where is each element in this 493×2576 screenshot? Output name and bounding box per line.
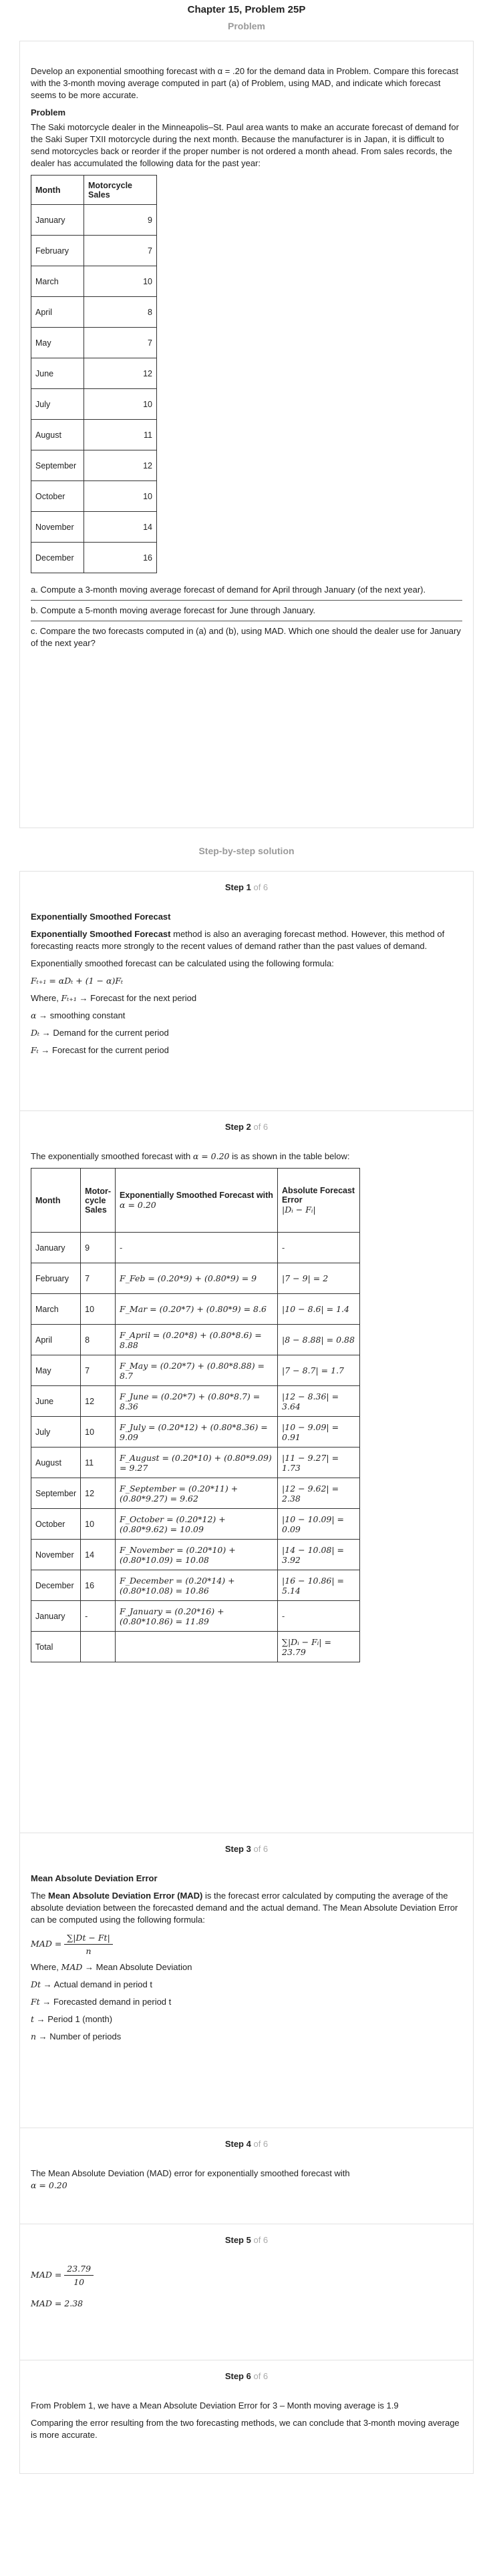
forecast-sales: - — [81, 1601, 116, 1632]
step-1-card — [19, 871, 474, 1111]
step-1-formula-intro: Exponentially smoothed forecast can be calculated using the following formula: — [31, 958, 334, 968]
forecast-header-sales: Motor-cycle Sales — [81, 1169, 116, 1233]
forecast-row — [31, 1263, 360, 1294]
forecast-month: December — [31, 1570, 81, 1601]
step-6-comparison: From Problem 1, we have a Mean Absolute Deviation Error for 3 – Month moving average is 1.9 — [31, 2400, 399, 2410]
def-demand: Dₜ → Demand for the current period — [31, 1028, 169, 1038]
sales-month: January — [31, 205, 84, 236]
forecast-error: |16 − 10.86| = 5.14 — [278, 1570, 360, 1601]
forecast-sales: 7 — [81, 1355, 116, 1386]
sales-month: March — [31, 266, 84, 297]
sales-month: May — [31, 328, 84, 358]
sales-row — [31, 543, 157, 573]
sales-month: April — [31, 297, 84, 328]
forecast-error: |11 − 9.27| = 1.73 — [278, 1447, 360, 1478]
forecast-sales: 12 — [81, 1386, 116, 1417]
forecast-calc: F_April = (0.20*8) + (0.80*8.6) = 8.88 — [116, 1325, 278, 1355]
forecast-sales: 10 — [81, 1509, 116, 1540]
forecast-calc: F_December = (0.20*14) + (0.80*10.08) = 10.86 — [116, 1570, 278, 1601]
forecast-error: |10 − 9.09| = 0.91 — [278, 1417, 360, 1447]
forecast-calc: F_January = (0.20*16) + (0.80*10.86) = 11.89 — [116, 1601, 278, 1632]
step-1-heading: Step 1 of 6 — [224, 882, 269, 892]
forecast-row — [31, 1601, 360, 1632]
forecast-sales — [81, 1632, 116, 1662]
sales-month: August — [31, 420, 84, 450]
step-6-card — [19, 2360, 474, 2474]
forecast-header-error: Absolute Forecast Error |Dᵢ − Fᵢ| — [278, 1169, 360, 1233]
step-2-intro: The exponentially smoothed forecast with α = 0.20 is as shown in the table below: — [31, 1151, 350, 1161]
step-3-heading: Step 3 of 6 — [224, 1844, 269, 1854]
forecast-month: May — [31, 1355, 81, 1386]
forecast-sales: 7 — [81, 1263, 116, 1294]
sales-value: 10 — [84, 389, 157, 420]
forecast-error: |14 − 10.08| = 3.92 — [278, 1540, 360, 1570]
forecast-sales: 11 — [81, 1447, 116, 1478]
sales-row — [31, 450, 157, 481]
forecast-sales: 9 — [81, 1233, 116, 1263]
forecast-calc: F_August = (0.20*10) + (0.80*9.09) = 9.27 — [116, 1447, 278, 1478]
sales-month: December — [31, 543, 84, 573]
sales-row — [31, 328, 157, 358]
forecast-row — [31, 1447, 360, 1478]
forecast-month: January — [31, 1601, 81, 1632]
forecast-sales: 14 — [81, 1540, 116, 1570]
step-1-paragraph: Exponentially Smoothed Forecast method is also an averaging forecast method. However, this method of forecasting reacts more strongly to the recent values of demand rather than the past values of demand. — [31, 929, 445, 951]
forecast-month: April — [31, 1325, 81, 1355]
sales-row — [31, 297, 157, 328]
mad-result: MAD = 2.38 — [31, 2298, 84, 2308]
forecast-calc: F_Feb = (0.20*9) + (0.80*9) = 9 — [116, 1263, 278, 1294]
step-2-heading: Step 2 of 6 — [224, 1122, 269, 1132]
forecast-row — [31, 1540, 360, 1570]
mad-def-t: t → Period 1 (month) — [31, 2014, 113, 2024]
forecast-calc: F_May = (0.20*7) + (0.80*8.88) = 8.7 — [116, 1355, 278, 1386]
smoothing-formula: Fₜ₊₁ = αDₜ + (1 − α)Fₜ — [31, 976, 124, 986]
forecast-month: Total — [31, 1632, 81, 1662]
step-2-card — [19, 1111, 474, 1833]
forecast-sales: 10 — [81, 1294, 116, 1325]
forecast-calc: - — [116, 1233, 278, 1263]
forecast-month: August — [31, 1447, 81, 1478]
forecast-error: - — [278, 1601, 360, 1632]
sales-value: 7 — [84, 236, 157, 266]
question-a: a. Compute a 3-month moving average forecast of demand for April through January (of the next year). — [31, 580, 462, 601]
sales-value: 8 — [84, 297, 157, 328]
forecast-month: July — [31, 1417, 81, 1447]
def-alpha: α → smoothing constant — [31, 1010, 126, 1020]
sales-table-header — [31, 176, 157, 205]
page-title: Chapter 15, Problem 25P — [187, 4, 306, 15]
sales-value: 12 — [84, 358, 157, 389]
forecast-row — [31, 1570, 360, 1601]
forecast-error: |8 − 8.88| = 0.88 — [278, 1325, 360, 1355]
solution-label: Step-by-step solution — [198, 846, 295, 856]
forecast-header-smoothed: Exponentially Smoothed Forecast with α = 0.20 — [116, 1169, 278, 1233]
forecast-table — [31, 1168, 360, 1662]
sales-row — [31, 205, 157, 236]
forecast-month: November — [31, 1540, 81, 1570]
forecast-row — [31, 1478, 360, 1509]
sales-month: September — [31, 450, 84, 481]
forecast-row — [31, 1294, 360, 1325]
step-5-card — [19, 2224, 474, 2360]
forecast-month: September — [31, 1478, 81, 1509]
forecast-error: ∑|Dᵢ − Fᵢ| = 23.79 — [278, 1632, 360, 1662]
sales-row — [31, 236, 157, 266]
forecast-month: October — [31, 1509, 81, 1540]
forecast-calc: F_June = (0.20*7) + (0.80*8.7) = 8.36 — [116, 1386, 278, 1417]
sales-row — [31, 420, 157, 450]
problem-intro: Develop an exponential smoothing forecast with α = .20 for the demand data in Problem. Compare this forecast with the 3-month moving average computed in part (a) of Problem, using MAD, and indicate which forecast seems to be more accurate. — [31, 66, 459, 100]
step-6-conclusion: Comparing the error resulting from the two forecasting methods, we can conclude that 3-month moving average is more accurate. — [31, 2418, 460, 2440]
sales-value: 10 — [84, 266, 157, 297]
sales-row — [31, 266, 157, 297]
step-4-heading: Step 4 of 6 — [224, 2139, 269, 2149]
problem-label: Problem — [227, 21, 265, 31]
sales-table — [31, 175, 157, 573]
forecast-error: |7 − 8.7| = 1.7 — [278, 1355, 360, 1386]
step-1-title: Exponentially Smoothed Forecast — [31, 912, 171, 922]
forecast-month: March — [31, 1294, 81, 1325]
forecast-error: |10 − 8.6| = 1.4 — [278, 1294, 360, 1325]
forecast-calc: F_July = (0.20*12) + (0.80*8.36) = 9.09 — [116, 1417, 278, 1447]
sales-value: 7 — [84, 328, 157, 358]
mad-formula: MAD = $\frac{\sum|Dt - Ft|}{n}$ — [31, 1933, 462, 1956]
step-3-card — [19, 1833, 474, 2128]
sales-month: July — [31, 389, 84, 420]
step-4-text: The Mean Absolute Deviation (MAD) error for exponentially smoothed forecast with α = 0.20 — [31, 2168, 350, 2190]
problem-subheading: Problem — [31, 107, 66, 117]
mad-def-dt: Dt → Actual demand in period t — [31, 1979, 152, 1989]
step-1-where: Where, Fₜ₊₁ → Forecast for the next period — [31, 993, 197, 1003]
sales-value: 11 — [84, 420, 157, 450]
sales-value: 12 — [84, 450, 157, 481]
forecast-header-month: Month — [31, 1169, 81, 1233]
forecast-sales: 10 — [81, 1417, 116, 1447]
sales-value: 10 — [84, 481, 157, 512]
forecast-error: |7 − 9| = 2 — [278, 1263, 360, 1294]
forecast-calc — [116, 1632, 278, 1662]
problem-description: The Saki motorcycle dealer in the Minneapolis–St. Paul area wants to make an accurate forecast of demand for the Saki Super TXII motorcycle during the next month. Because the manufacturer is in Japan, it is difficult to send motorcycles back or reorder if the proper number is not ordered a month ahead. From sales records, the dealer has accumulated the following data for the past year: — [31, 122, 459, 168]
forecast-calc: F_November = (0.20*10) + (0.80*10.09) = 10.08 — [116, 1540, 278, 1570]
sales-value: 14 — [84, 512, 157, 543]
sales-row — [31, 389, 157, 420]
forecast-month: June — [31, 1386, 81, 1417]
forecast-row — [31, 1509, 360, 1540]
page — [19, 0, 474, 2474]
sales-value: 16 — [84, 543, 157, 573]
forecast-calc: F_October = (0.20*12) + (0.80*9.62) = 10.09 — [116, 1509, 278, 1540]
forecast-row — [31, 1386, 360, 1417]
step-5-heading: Step 5 of 6 — [224, 2235, 269, 2245]
forecast-table-header — [31, 1169, 360, 1233]
forecast-calc: F_Mar = (0.20*7) + (0.80*9) = 8.6 — [116, 1294, 278, 1325]
question-b: b. Compute a 5-month moving average forecast for June through January. — [31, 601, 462, 621]
forecast-month: February — [31, 1263, 81, 1294]
step-4-card — [19, 2128, 474, 2224]
step-6-heading: Step 6 of 6 — [224, 2371, 269, 2381]
forecast-row — [31, 1233, 360, 1263]
forecast-error: |12 − 8.36| = 3.64 — [278, 1386, 360, 1417]
sales-header-month: Month — [31, 176, 84, 205]
mad-def-n: n → Number of periods — [31, 2031, 122, 2041]
step-3-title: Mean Absolute Deviation Error — [31, 1873, 158, 1883]
forecast-row — [31, 1325, 360, 1355]
forecast-sales: 12 — [81, 1478, 116, 1509]
mad-calculation: MAD = $\frac{23.79}{10}$ — [31, 2264, 462, 2287]
sales-row — [31, 512, 157, 543]
sales-row — [31, 358, 157, 389]
sales-month: June — [31, 358, 84, 389]
forecast-month: January — [31, 1233, 81, 1263]
forecast-error: - — [278, 1233, 360, 1263]
forecast-sales: 8 — [81, 1325, 116, 1355]
forecast-row — [31, 1417, 360, 1447]
sales-month: November — [31, 512, 84, 543]
forecast-calc: F_September = (0.20*11) + (0.80*9.27) = 9.62 — [116, 1478, 278, 1509]
questions-list — [31, 580, 462, 653]
sales-month: February — [31, 236, 84, 266]
forecast-sales: 16 — [81, 1570, 116, 1601]
step-3-paragraph: The Mean Absolute Deviation Error (MAD) is the forecast error calculated by computing the average of the absolute deviation between the forecasted demand and the actual demand. The Mean Absolute Deviation Error can be computed using the following formula: — [31, 1891, 458, 1925]
sales-value: 9 — [84, 205, 157, 236]
forecast-row — [31, 1355, 360, 1386]
def-forecast: Fₜ → Forecast for the current period — [31, 1045, 169, 1055]
sales-header-sales: Motorcycle Sales — [84, 176, 157, 205]
forecast-error: |10 − 10.09| = 0.09 — [278, 1509, 360, 1540]
problem-card — [19, 41, 474, 828]
question-c: c. Compare the two forecasts computed in (a) and (b), using MAD. Which one should the dealer use for January of the next year? — [31, 626, 461, 648]
mad-def-ft: Ft → Forecasted demand in period t — [31, 1997, 172, 2007]
sales-month: October — [31, 481, 84, 512]
forecast-row — [31, 1632, 360, 1662]
mad-def-mad: Where, MAD → Mean Absolute Deviation — [31, 1962, 192, 1972]
forecast-error: |12 − 9.62| = 2.38 — [278, 1478, 360, 1509]
sales-row — [31, 481, 157, 512]
